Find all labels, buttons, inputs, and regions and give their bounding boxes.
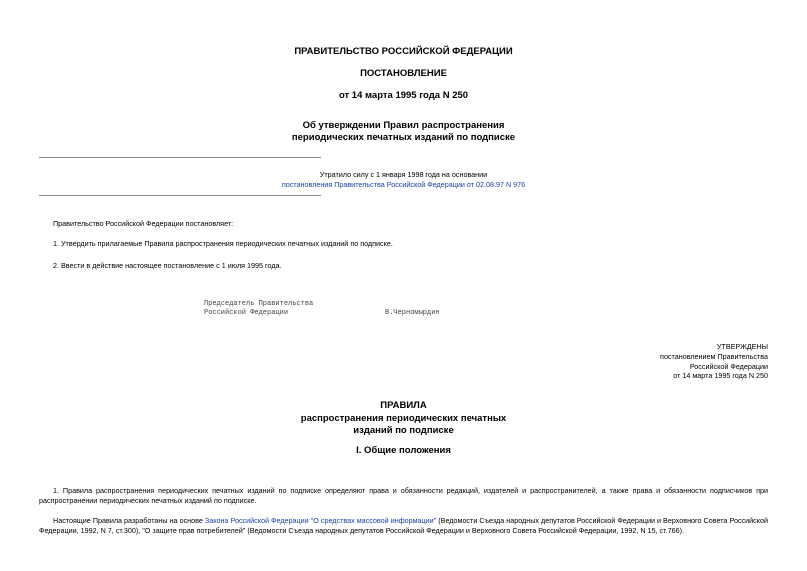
document-title-line1: Об утверждении Правил распространения (302, 120, 505, 131)
rules-title: ПРАВИЛА (380, 400, 427, 411)
document-type: ПОСТАНОВЛЕНИЕ (360, 68, 447, 79)
decree-intro: Правительство Российской Федерации постановляет: (53, 219, 234, 228)
signature-name: В.Черномырдин (385, 309, 440, 317)
approval-line1: УТВЕРЖДЕНЫ (716, 342, 768, 351)
status-link[interactable]: постановления Правительства Российской Федерации от 02.08.97 N 976 (281, 180, 526, 189)
divider-bottom (39, 195, 321, 196)
rules-paragraph-2-start: Настоящие Правила разработаны на основе (53, 516, 203, 525)
divider-top (39, 157, 321, 158)
decree-point-1: 1. Утвердить прилагаемые Правила распространения периодических печатных изданий по подписке. (53, 239, 393, 248)
status-link-wrap (0, 180, 807, 190)
document-title-line2: периодических печатных изданий по подписке (291, 132, 516, 143)
rules-subtitle-line1: распространения периодических печатных (300, 413, 507, 424)
document-date-number: от 14 марта 1995 года N 250 (338, 90, 469, 101)
rules-paragraph-2 (39, 516, 768, 536)
rules-paragraph-2-rest: (Ведомости Съезда народных депутатов Российской Федерации и Верховного Совета Российской Федерации, 1992, N 7, ст.300), "О защите прав потребителей" (Ведомости Съезда народных депутатов Российской Федерации и Верховного Совета Российской Федерации, 1992, N 15, ст.766). (39, 516, 768, 535)
approval-line4: от 14 марта 1995 года N 250 (673, 371, 768, 380)
signature-role-line2: Российской Федерации (204, 309, 289, 317)
section-heading: I. Общие положения (356, 445, 451, 456)
mass-media-law-link[interactable]: Закона Российской Федерации "О средствах массовой информации" (204, 516, 437, 525)
signature-role-line1: Председатель Правительства (204, 300, 314, 308)
rules-paragraph-1: 1. Правила распространения периодических печатных изданий по подписке определяют права и обязанности редакций, издателей и распространителей, а также права и обязанности подписчиков при распространении периодических печатных изданий по подписке. (39, 486, 768, 505)
decree-point-2: 2. Ввести в действие настоящее постановление с 1 июля 1995 года. (53, 261, 282, 270)
approval-line3: Российской Федерации (689, 362, 768, 371)
approval-line2: постановлением Правительства (660, 352, 768, 361)
government-heading: ПРАВИТЕЛЬСТВО РОССИЙСКОЙ ФЕДЕРАЦИИ (294, 46, 513, 57)
rules-subtitle-line2: изданий по подписке (353, 425, 454, 436)
status-text: Утратило силу с 1 января 1998 года на основании (319, 170, 488, 179)
